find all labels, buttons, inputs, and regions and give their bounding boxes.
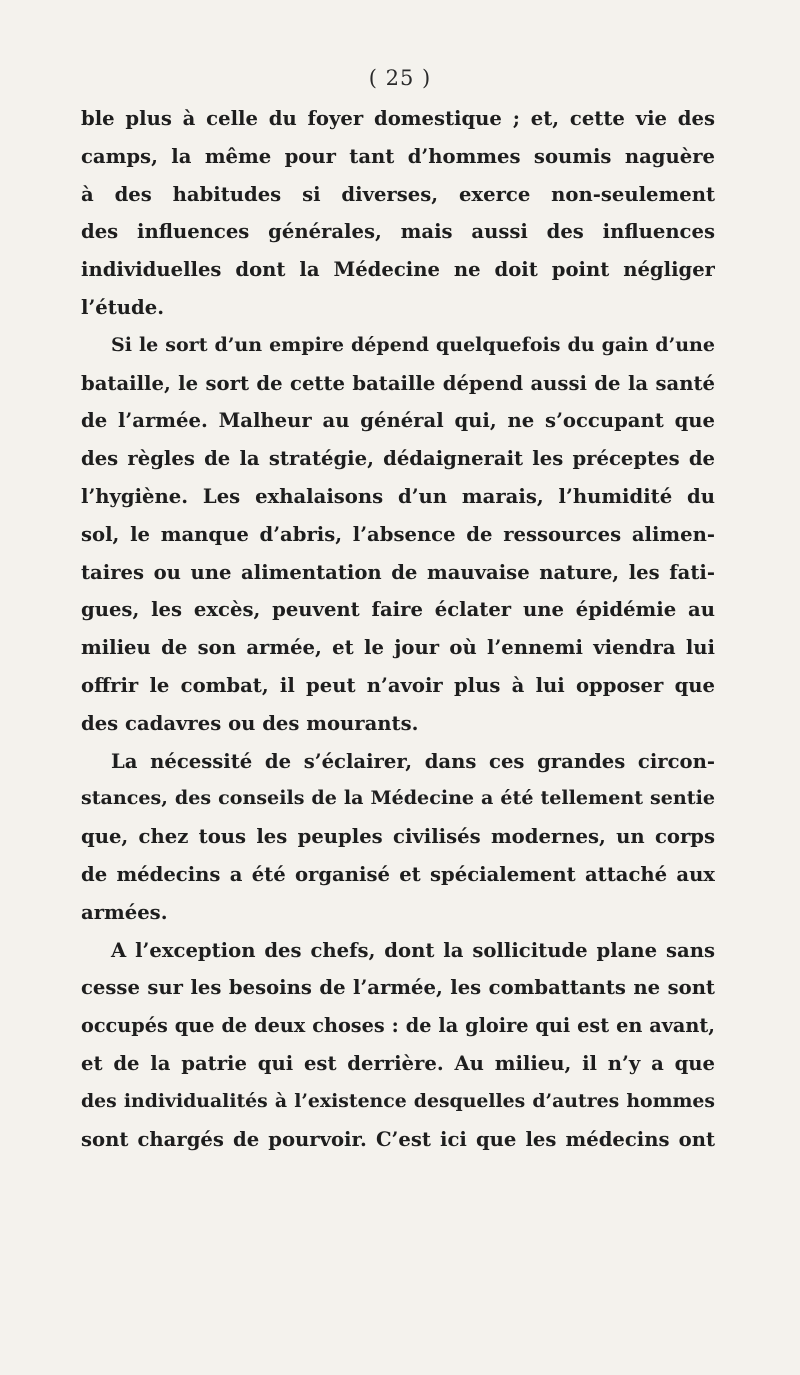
text-line: armées. (81, 900, 168, 924)
text-line: gues, les excès, peuvent faire éclater une épidémie au (81, 598, 715, 622)
text-line: l’étude. (81, 295, 165, 319)
text-line: des règles de la stratégie, dédaignerait les préceptes de (81, 447, 715, 471)
text-line: de l’armée. Malheur au général qui, ne s’occupant que (81, 409, 715, 433)
text-line: l’hygiène. Les exhalaisons d’un marais, l’humidité du (81, 484, 715, 508)
text-line: Si le sort d’un empire dépend quelquefois du gain d’une (111, 333, 715, 356)
body-text (81, 100, 715, 1158)
text-line: des individualités à l’existence desquelles d’autres hommes (81, 1089, 715, 1112)
text-line: de médecins a été organisé et spécialement attaché aux (81, 862, 715, 886)
text-line: à des habitudes si diverses, exerce non-seulement (81, 182, 715, 206)
text-line: A l’exception des chefs, dont la sollicitude plane sans (111, 938, 715, 962)
text-line: des influences générales, mais aussi des influences (81, 220, 715, 244)
text-line: milieu de son armée, et le jour où l’ennemi viendra lui (81, 636, 715, 660)
text-line: camps, la même pour tant d’hommes soumis naguère (81, 144, 715, 168)
text-line: taires ou une alimentation de mauvaise nature, les fati- (81, 560, 715, 584)
text-line: offrir le combat, il peut n’avoir plus à lui opposer que (81, 673, 715, 697)
text-line: que, chez tous les peuples civilisés modernes, un corps (81, 825, 715, 849)
text-line: et de la patrie qui est derrière. Au milieu, il n’y a que (81, 1051, 715, 1075)
text-line: occupés que de deux choses : de la gloire qui est en avant, (81, 1014, 715, 1038)
text-line: stances, des conseils de la Médecine a été tellement sentie (81, 787, 715, 810)
page-number: ( 25 ) (368, 66, 432, 90)
text-line: sol, le manque d’abris, l’absence de ressources alimen- (81, 522, 715, 546)
text-line: sont chargés de pourvoir. C’est ici que les médecins ont (81, 1127, 715, 1151)
text-line: La nécessité de s’éclairer, dans ces grandes circon- (111, 749, 715, 773)
text-line: des cadavres ou des mourants. (81, 711, 419, 735)
text-line: cesse sur les besoins de l’armée, les combattants ne sont (81, 976, 715, 1000)
text-line: individuelles dont la Médecine ne doit point négliger (81, 258, 715, 282)
text-line: ble plus à celle du foyer domestique ; et, cette vie des (81, 107, 715, 130)
text-line: bataille, le sort de cette bataille dépend aussi de la santé (81, 371, 715, 395)
